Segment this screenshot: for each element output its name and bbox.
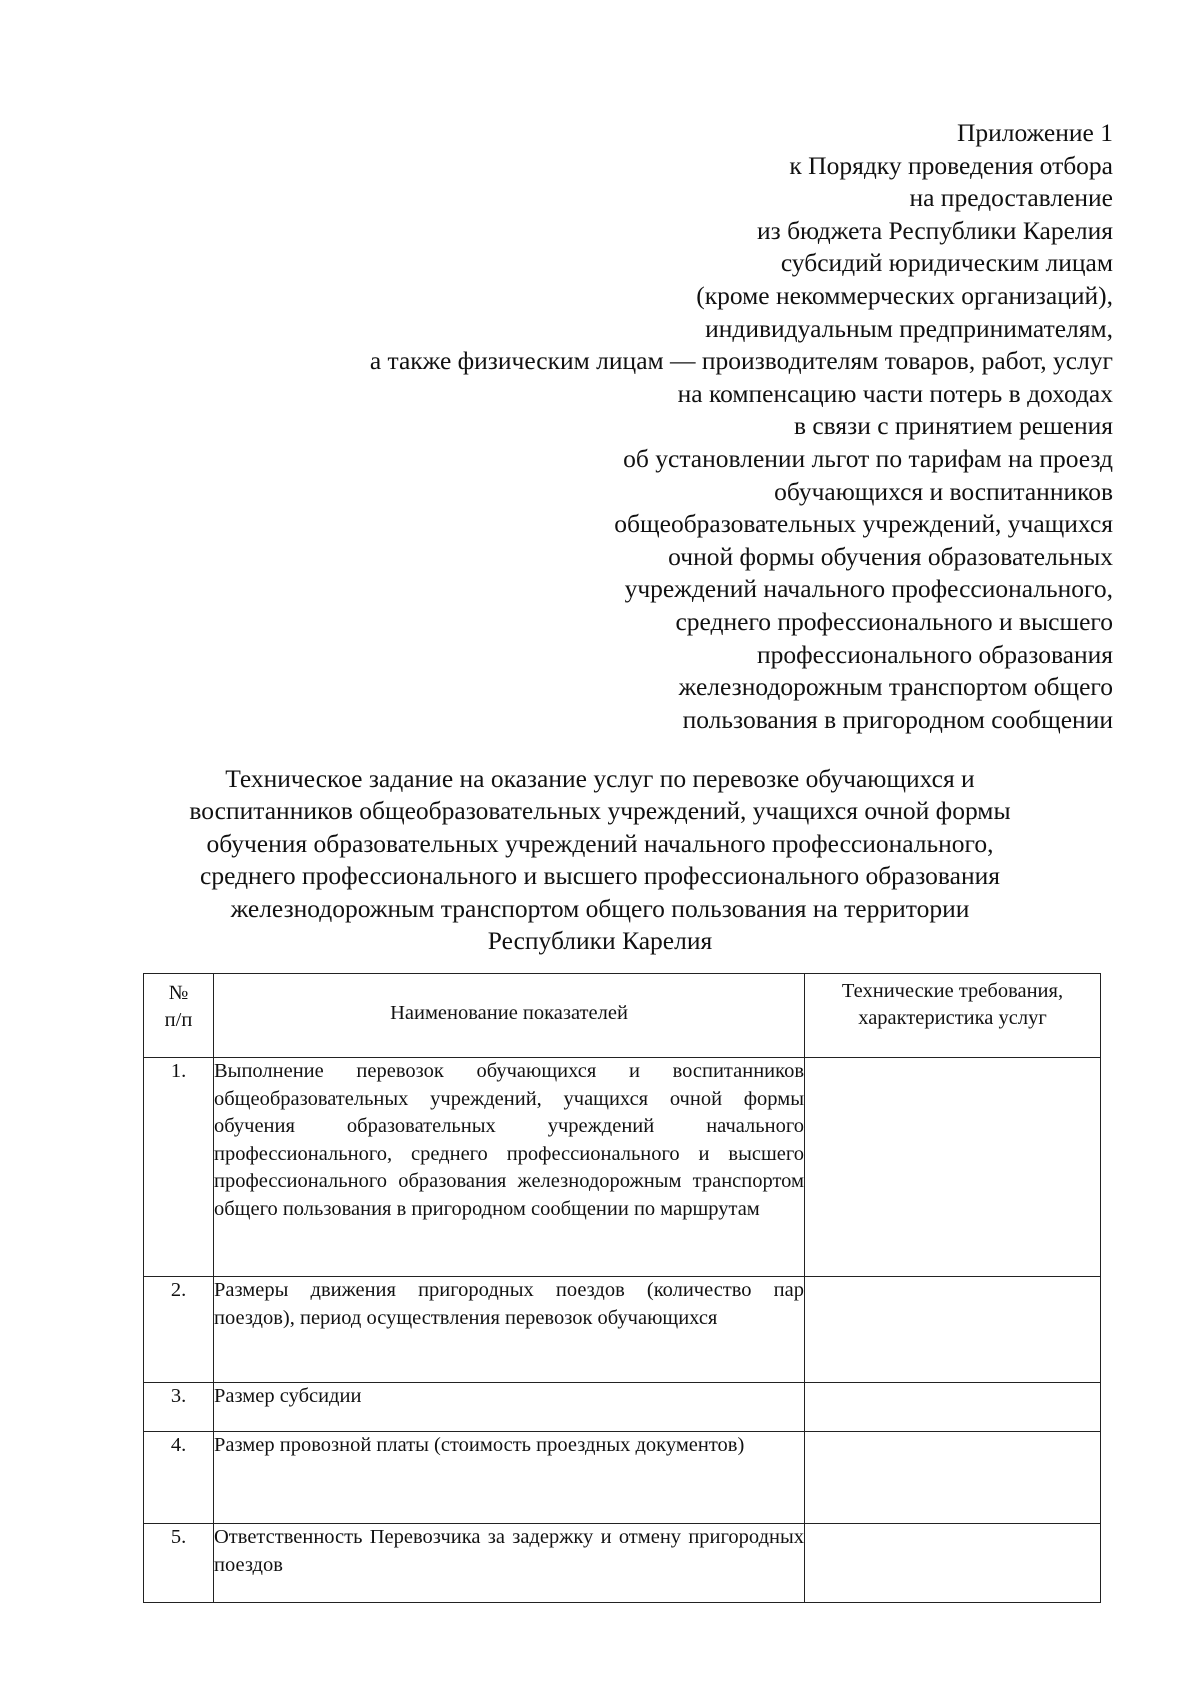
document-title <box>140 763 1060 957</box>
row-requirement <box>805 1432 1101 1524</box>
appendix-line: (кроме некоммерческих организаций), <box>696 280 1113 310</box>
title-line: Республики Карелия <box>487 926 713 956</box>
header-requirements-cell <box>805 974 1101 1058</box>
appendix-line: на предоставление <box>909 183 1113 213</box>
header-name-cell <box>214 974 805 1058</box>
appendix-line: субсидий юридическим лицам <box>780 248 1113 278</box>
appendix-line: на компенсацию части потерь в доходах <box>677 378 1113 408</box>
row-requirement <box>805 1383 1101 1432</box>
row-requirement <box>805 1058 1101 1277</box>
row-indicator: Размер субсидии <box>214 1383 805 1432</box>
row-indicator: Размер провозной платы (стоимость проездных документов) <box>214 1432 805 1524</box>
row-indicator: Выполнение перевозок обучающихся и воспитанников общеобразовательных учреждений, учащихся очной формы обучения образовательных учреждений начального профессионального, среднего профессионального и высшего профессионального образования железнодорожным транспортом общего пользования в пригородном сообщении по маршрутам <box>214 1058 805 1277</box>
appendix-line: среднего профессионального и высшего <box>675 606 1113 636</box>
appendix-line: профессионального образования <box>756 639 1113 669</box>
appendix-line: к Порядку проведения отбора <box>789 150 1113 180</box>
appendix-line: железнодорожным транспортом общего <box>678 672 1113 702</box>
table-row <box>144 1524 1101 1603</box>
table-row <box>144 1058 1101 1277</box>
appendix-line: общеобразовательных учреждений, учащихся <box>614 509 1113 539</box>
title-line: железнодорожным транспортом общего пользования на территории <box>230 893 970 923</box>
appendix-line: учреждений начального профессионального, <box>624 574 1113 604</box>
header-number-abbr: п/п <box>164 1009 193 1031</box>
row-number: 3. <box>144 1383 214 1432</box>
row-number: 1. <box>144 1058 214 1277</box>
row-requirement <box>805 1524 1101 1603</box>
appendix-line: Приложение 1 <box>957 118 1113 147</box>
title-line: обучения образовательных учреждений начального профессионального, <box>206 828 994 858</box>
row-number: 2. <box>144 1277 214 1383</box>
row-number: 4. <box>144 1432 214 1524</box>
header-requirements-line: Технические требования, <box>841 980 1064 1002</box>
title-line: среднего профессионального и высшего профессионального образования <box>200 861 1000 891</box>
appendix-line: в связи с принятием решения <box>793 411 1113 441</box>
header-requirements-line: характеристика услуг <box>858 1007 1047 1029</box>
title-line: Техническое задание на оказание услуг по перевозке обучающихся и <box>225 764 975 793</box>
appendix-line: обучающихся и воспитанников <box>774 476 1113 506</box>
appendix-line: индивидуальным предпринимателям, <box>705 313 1113 343</box>
row-number: 5. <box>144 1524 214 1603</box>
header-name-label: Наименование показателей <box>390 1001 628 1024</box>
appendix-line: из бюджета Республики Карелия <box>756 215 1113 245</box>
appendix-line: а также физическим лицам — производителям товаров, работ, услуг <box>369 346 1113 376</box>
table-row <box>144 1432 1101 1524</box>
appendix-line: об установлении льгот по тарифам на проезд <box>623 443 1113 473</box>
header-number-symbol: № <box>168 982 189 1004</box>
appendix-line: очной формы обучения образовательных <box>668 541 1113 571</box>
row-requirement <box>805 1277 1101 1383</box>
specification-table <box>143 973 1101 1603</box>
table-header-row <box>144 974 1101 1058</box>
table-row <box>144 1383 1101 1432</box>
appendix-heading <box>253 117 1113 736</box>
row-indicator: Размеры движения пригородных поездов (количество пар поездов), период осуществления перевозок обучающихся <box>214 1277 805 1383</box>
table-row <box>144 1277 1101 1383</box>
title-line: воспитанников общеобразовательных учреждений, учащихся очной формы <box>189 796 1011 826</box>
header-number-cell <box>144 974 214 1058</box>
appendix-line: пользования в пригородном сообщении <box>682 704 1113 734</box>
row-indicator: Ответственность Перевозчика за задержку и отмену пригородных поездов <box>214 1524 805 1603</box>
